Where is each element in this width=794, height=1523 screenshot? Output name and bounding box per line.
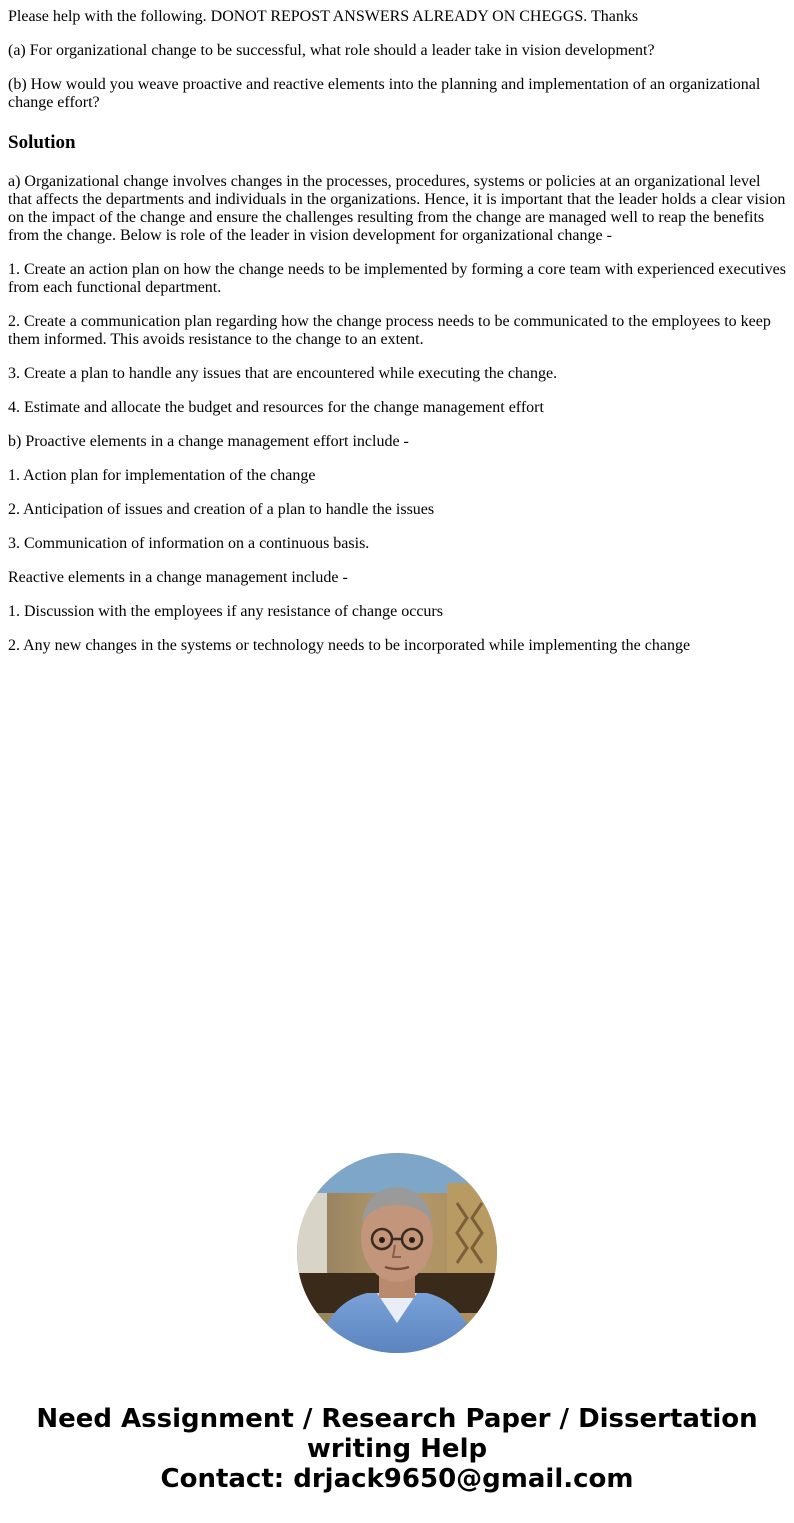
promo-line-1: Need Assignment / Research Paper / Dissertation: [36, 1404, 758, 1434]
reactive-point: 1. Discussion with the employees if any resistance of change occurs: [8, 603, 443, 620]
promo-line-2: writing Help: [306, 1434, 488, 1464]
author-avatar: [297, 1153, 497, 1353]
solution-a-point: 4. Estimate and allocate the budget and resources for the change management effort: [8, 399, 544, 416]
question-intro: Please help with the following. DONOT REPOST ANSWERS ALREADY ON CHEGGS. Thanks: [8, 8, 639, 25]
question-part-a: (a) For organizational change to be successful, what role should a leader take in vision development?: [8, 42, 655, 59]
solution-b-point: 2. Anticipation of issues and creation of a plan to handle the issues: [8, 501, 435, 518]
reactive-intro: Reactive elements in a change management include -: [8, 569, 348, 586]
solution-b-point: 3. Communication of information on a continuous basis.: [8, 535, 370, 552]
solution-a-intro: a) Organizational change involves changes in the processes, procedures, systems or policies at an organizational level that affects the departments and individuals in the organizations. Hence, it is important that the leader holds a clear vision on the impact of the change and ensure the challenges resulting from the change are managed well to reap the benefits from the change. Below is role of the leader in vision development for organizational change -: [8, 173, 786, 244]
solution-a-point: 1. Create an action plan on how the change needs to be implemented by forming a core team with experienced executives from each functional department.: [8, 261, 786, 296]
solution-b-intro: b) Proactive elements in a change management effort include -: [8, 433, 409, 450]
solution-a-point: 2. Create a communication plan regarding how the change process needs to be communicated to the employees to keep them informed. This avoids resistance to the change to an extent.: [8, 313, 771, 348]
solution-b-point: 1. Action plan for implementation of the change: [8, 467, 316, 484]
promo-contact: Contact: drjack9650@gmail.com: [160, 1464, 634, 1494]
author-photo: [297, 1153, 497, 1353]
document-content: [8, 8, 788, 671]
reactive-point: 2. Any new changes in the systems or technology needs to be incorporated while implementing the change: [8, 637, 691, 654]
promo-banner: [0, 1404, 794, 1494]
question-part-b: (b) How would you weave proactive and reactive elements into the planning and implementation of an organizational change effort?: [8, 76, 761, 111]
solution-a-point: 3. Create a plan to handle any issues that are encountered while executing the change.: [8, 365, 558, 382]
solution-heading: Solution: [8, 132, 76, 153]
